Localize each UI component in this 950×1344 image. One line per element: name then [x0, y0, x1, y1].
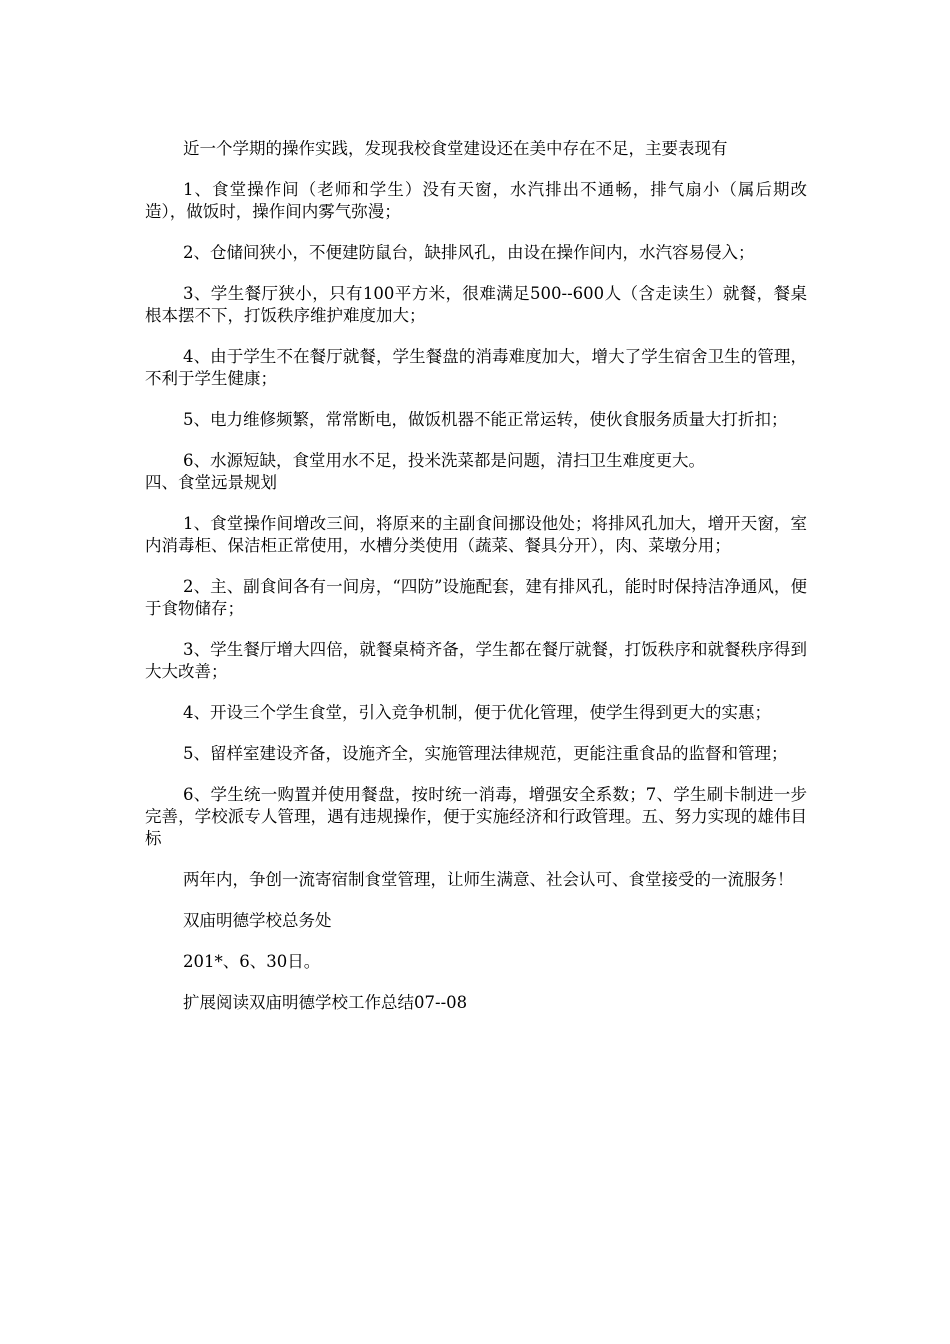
section-heading-plan: 四、食堂远景规划 [145, 473, 277, 492]
paragraph-issue-1: 1、食堂操作间（老师和学生）没有天窗，水汽排出不通畅，排气扇小（属后期改造），做饭时，操作间内雾气弥漫； [145, 180, 807, 221]
paragraph-issue-4: 4、由于学生不在餐厅就餐，学生餐盘的消毒难度加大，增大了学生宿舍卫生的管理，不利于学生健康； [145, 347, 807, 388]
paragraph-issue-6: 6、水源短缺，食堂用水不足，投米洗菜都是问题，清扫卫生难度更大。 [183, 451, 705, 470]
paragraph-issue-2: 2、仓储间狭小，不便建防鼠台，缺排风孔，由设在操作间内，水汽容易侵入； [183, 243, 755, 262]
signature-date: 201*、6、30日。 [183, 952, 321, 971]
paragraph-plan-6: 6、学生统一购置并使用餐盘，按时统一消毒，增强安全系数；7、学生刷卡制进一步完善，学校派专人管理，遇有违规操作，便于实施经济和行政管理。五、努力实现的雄伟目标 [145, 785, 807, 848]
document-body [145, 138, 807, 1033]
paragraph-plan-2: 2、主、副食间各有一间房，“四防”设施配套，建有排风孔，能时时保持洁净通风，便于食物储存； [145, 577, 807, 618]
extended-reading-title: 扩展阅读双庙明德学校工作总结07--08 [183, 993, 468, 1012]
paragraph-plan-1: 1、食堂操作间增改三间，将原来的主副食间挪设他处；将排风孔加大，增开天窗，室内消毒柜、保洁柜正常使用，水槽分类使用（蔬菜、餐具分开），肉、菜墩分用； [145, 514, 807, 555]
paragraph-plan-5: 5、留样室建设齐备，设施齐全，实施管理法律规范，更能注重食品的监督和管理； [183, 744, 788, 763]
paragraph-issue-5: 5、电力维修频繁，常常断电，做饭机器不能正常运转，使伙食服务质量大打折扣； [183, 410, 788, 429]
paragraph-goal: 两年内，争创一流寄宿制食堂管理，让师生满意、社会认可、食堂接受的一流服务！ [183, 870, 794, 889]
signature-office: 双庙明德学校总务处 [183, 911, 332, 930]
paragraph-plan-4: 4、开设三个学生食堂，引入竞争机制，便于优化管理，使学生得到更大的实惠； [183, 703, 771, 722]
paragraph-intro: 近一个学期的操作实践，发现我校食堂建设还在美中存在不足，主要表现有 [183, 139, 728, 158]
paragraph-issue-3: 3、学生餐厅狭小，只有100平方米，很难满足500--600人（含走读生）就餐，餐桌根本摆不下，打饭秩序维护难度加大； [145, 284, 807, 325]
paragraph-plan-3: 3、学生餐厅增大四倍，就餐桌椅齐备，学生都在餐厅就餐，打饭秩序和就餐秩序得到大大改善； [145, 640, 807, 681]
